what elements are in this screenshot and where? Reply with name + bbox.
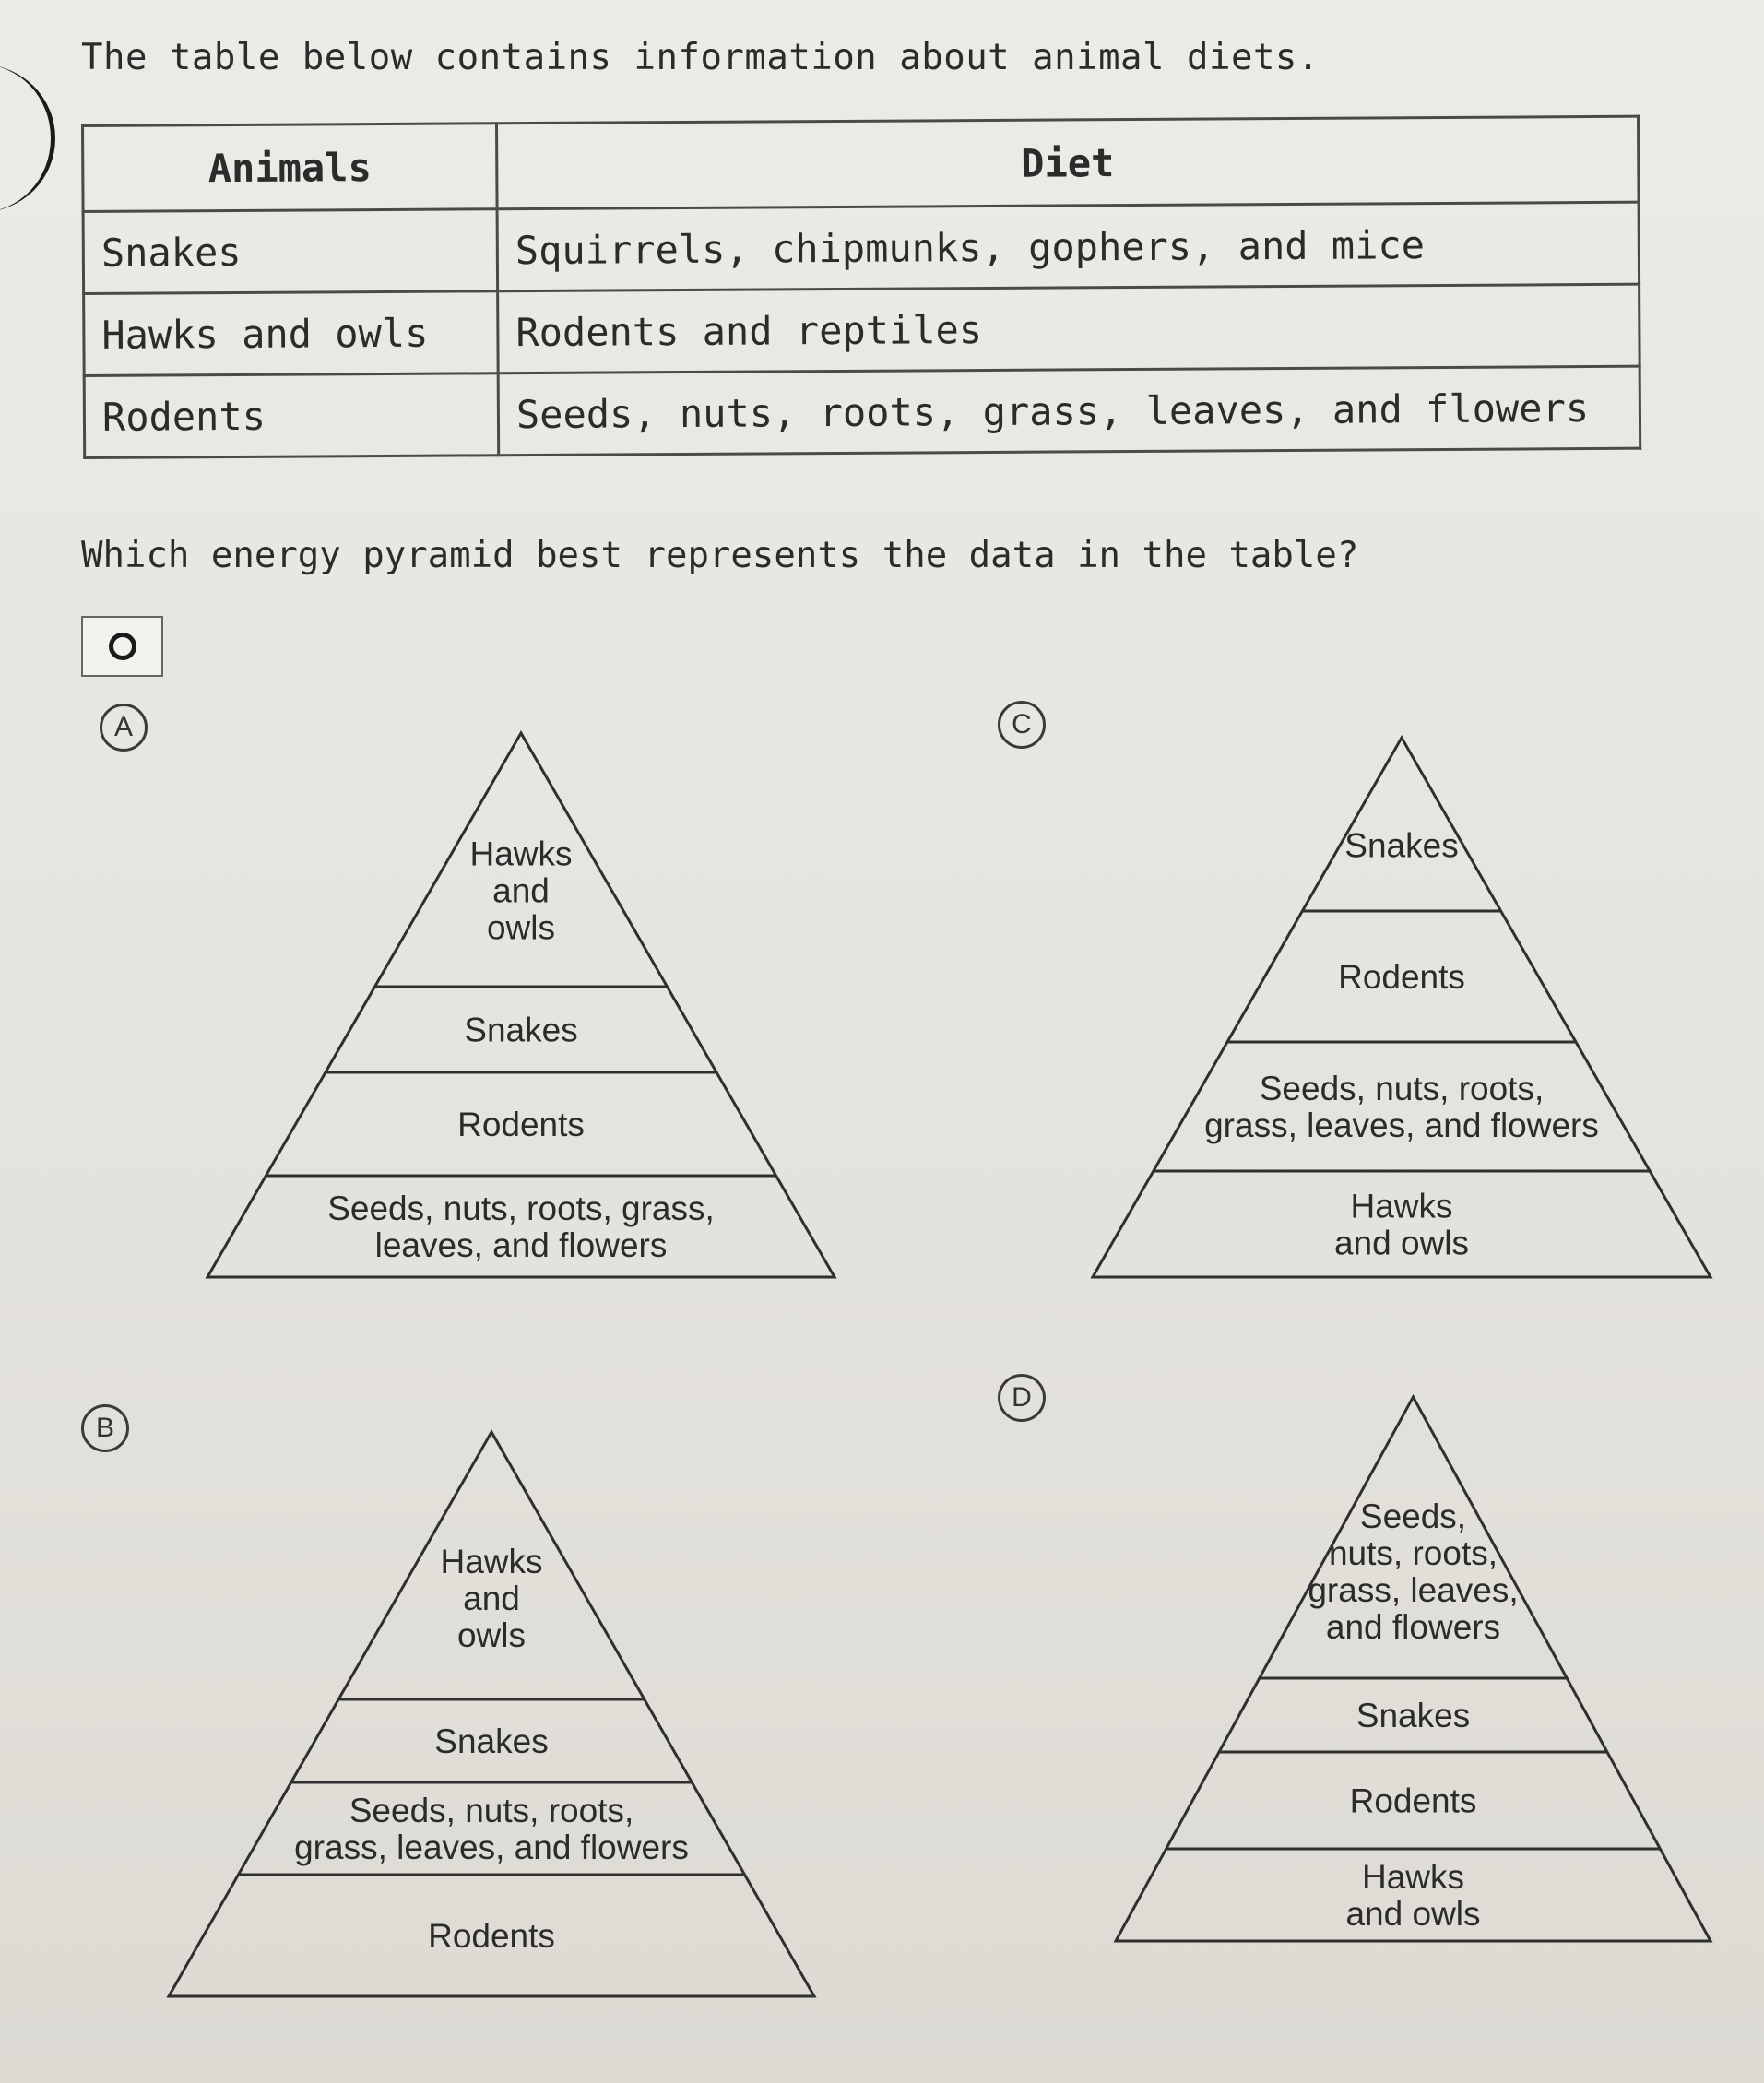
pyramid-level-label: leaves, and flowers (374, 1226, 668, 1264)
pyramid-level-label: grass, leaves, and flowers (1204, 1107, 1599, 1144)
pyramid-level-label: grass, leaves, (1308, 1571, 1519, 1610)
pyramid-level-label: and (463, 1579, 520, 1617)
pyramid-level-label: Seeds, nuts, roots, (349, 1792, 634, 1829)
diet-cell: Seeds, nuts, roots, grass, leaves, and flowers (498, 366, 1640, 456)
intro-text: The table below contains information about animal diets. (81, 37, 1320, 78)
animal-cell: Hawks and owls (84, 291, 499, 376)
table-row (84, 284, 1640, 375)
pyramid-choice-d[interactable] (1116, 1397, 1711, 1941)
choice-d-letter[interactable]: D (998, 1374, 1046, 1422)
table-row (83, 202, 1640, 293)
pyramid-level-label: owls (486, 908, 556, 947)
answer-marker (81, 616, 163, 677)
pyramid-level-label: Rodents (1349, 1781, 1477, 1820)
pyramid-level-label: owls (456, 1616, 527, 1654)
table-header-row (83, 116, 1640, 211)
diet-cell: Squirrels, chipmunks, gophers, and mice (497, 202, 1640, 291)
animal-cell: Rodents (84, 373, 499, 458)
pyramid-level-label: and (492, 871, 550, 910)
animal-cell: Snakes (83, 209, 498, 294)
pyramid-level-label: grass, leaves, and flowers (294, 1829, 689, 1866)
page-edge-mark (0, 65, 55, 212)
pyramid-outline (169, 1432, 814, 1996)
pyramid-choice-c[interactable] (1093, 738, 1711, 1277)
choice-c-letter[interactable]: C (998, 701, 1046, 749)
header-diet: Diet (497, 116, 1640, 209)
pyramid-level-label: Seeds, nuts, roots, (1259, 1070, 1545, 1107)
diet-cell: Rodents and reptiles (498, 284, 1640, 373)
pyramid-level-label: Hawks (469, 834, 573, 873)
pyramid-level-label: nuts, roots, (1328, 1534, 1498, 1573)
pyramid-level-label: Snakes (434, 1722, 549, 1760)
pyramid-level-label: and owls (1345, 1895, 1481, 1933)
circle-icon (109, 633, 136, 660)
choice-b-letter[interactable]: B (81, 1404, 129, 1452)
header-animals: Animals (83, 124, 498, 212)
pyramid-choice-b[interactable] (169, 1432, 814, 1996)
pyramid-level-label: and owls (1333, 1224, 1470, 1262)
pyramid-level-label: Snakes (1344, 826, 1459, 865)
pyramid-level-label: Rodents (1338, 958, 1465, 996)
pyramid-level-label: Rodents (457, 1106, 585, 1143)
pyramid-level-label: Hawks (1361, 1858, 1465, 1896)
pyramid-level-label: Hawks (1350, 1187, 1453, 1225)
pyramid-level-label: Snakes (464, 1011, 578, 1049)
choice-a-letter[interactable]: A (100, 704, 148, 752)
pyramid-level-label: Seeds, nuts, roots, grass, (327, 1189, 715, 1227)
pyramid-level-label: Seeds, (1359, 1497, 1467, 1536)
question-text: Which energy pyramid best represents the data in the table? (81, 535, 1359, 576)
pyramid-choice-a[interactable] (207, 733, 835, 1277)
pyramid-level-label: and flowers (1325, 1608, 1501, 1647)
pyramid-level-label: Rodents (428, 1917, 555, 1955)
animal-diet-table (81, 115, 1641, 459)
pyramid-level-label: Hawks (440, 1542, 543, 1580)
pyramid-level-label: Snakes (1356, 1697, 1471, 1734)
table-row (84, 366, 1640, 457)
